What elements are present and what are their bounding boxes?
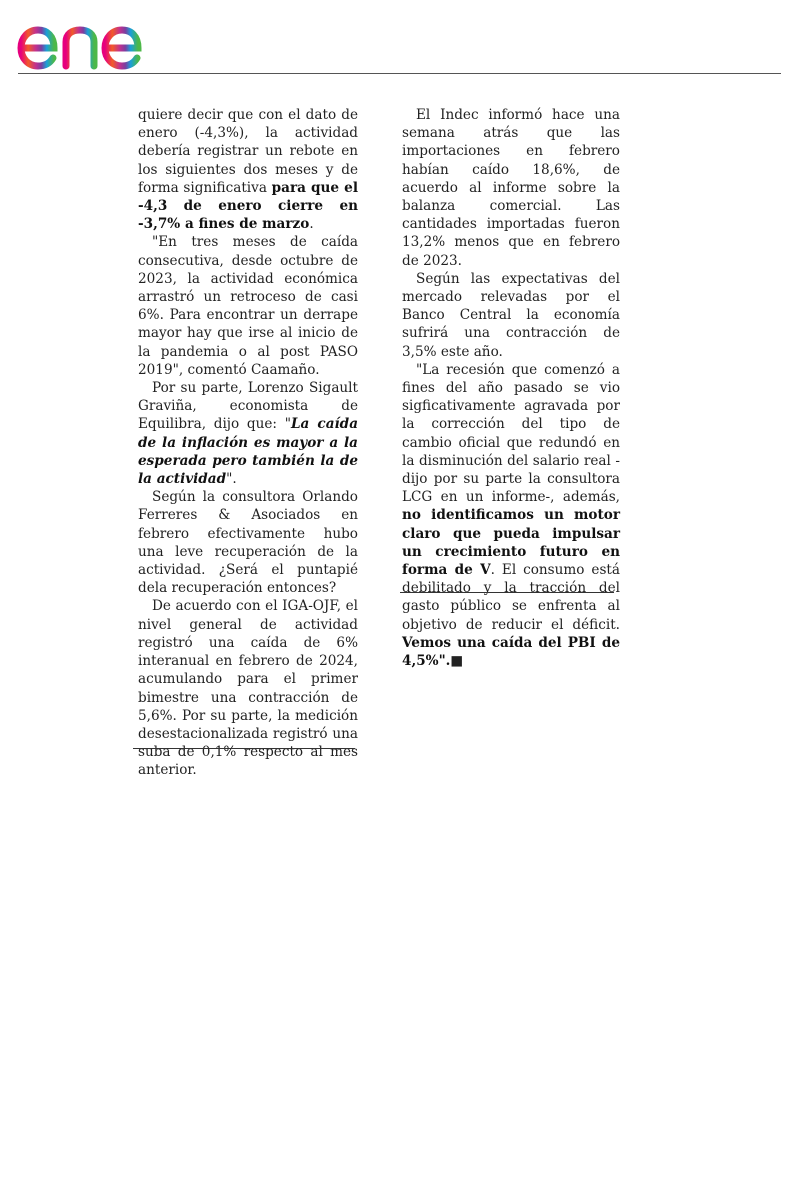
column-end-rule [400,592,614,593]
paragraph: El Indec informó hace una semana atrás que las importaciones en febrero habían caído 18,6%, de acuerdo al informe sobre la balanza comercial. Las cantidades importadas fueron 13,2% menos que en febrero de 2023. [402,107,620,269]
bold-italic-quote: La caída de la inflación es mayor a la esperada pero también la de la actividad [138,416,358,488]
paragraph: Por su parte, Lorenzo Sigault Graviña, economista de Equilibra, dijo que: "La caída de la inflación es mayor a la esperada pero también la de la actividad". [138,380,358,488]
bold-quote: para que el -4,3 de enero cierre en -3,7% a fines de marzo [138,179,358,233]
logo-text: enel [14,6,17,7]
paragraph: Según la consultora Orlando Ferreres & Asociados en febrero efectivamente hubo una leve recuperación de la actividad. ¿Será el puntapié dela recuperación entonces? [138,489,358,597]
article-column-2 [402,106,620,670]
paragraph: quiere decir que con el dato de enero (-4,3%), la actividad debería registrar un rebote en los siguientes dos meses y de forma significativa para que el -4,3 de enero cierre en -3,7% a fines de marzo. [138,107,358,233]
paragraph: "La recesión que comenzó a fines del año pasado se vio sigficativamente agravada por la corrección del tipo de cambio oficial que redundó en la disminución del salario real -dijo por su parte la consultora LCG en un informe-, además, no identificamos un motor claro que pueda impulsar un crecimiento futuro en forma de V. El consumo está debilitado y la tracción del gasto público se enfrenta al objetivo de reducir el déficit. Vemos una caída del PBI de 4,5%".■ [402,361,620,670]
paragraph: Según las expectativas del mercado relevadas por el Banco Central la economía sufrirá una contracción de 3,5% este año. [402,270,620,360]
header-rule [18,73,781,74]
paragraph: De acuerdo con el IGA-OJF, el nivel general de actividad registró una caída de 6% interanual en febrero de 2024, acumulando para el primer bimestre una contracción de 5,6%. Por su parte, la medición desestacionalizada registró una suba de 0,1% respecto al mes anterior. [138,598,358,779]
enel-logo [14,6,182,72]
paragraph: "En tres meses de caída consecutiva, desde octubre de 2023, la actividad económica arrastró un retroceso de casi 6%. Para encontrar un derrape mayor hay que irse al inicio de la pandemia o al post PASO 2019", comentó Caamaño. [138,234,358,378]
article-column-1 [138,106,358,780]
end-mark: ■ [450,653,464,670]
column-end-rule [133,748,355,749]
bold-quote: Vemos una caída del PBI de 4,5%". [402,634,620,670]
bold-quote: no identificamos un motor claro que pueda impulsar un crecimiento futuro en forma de V [402,507,620,579]
